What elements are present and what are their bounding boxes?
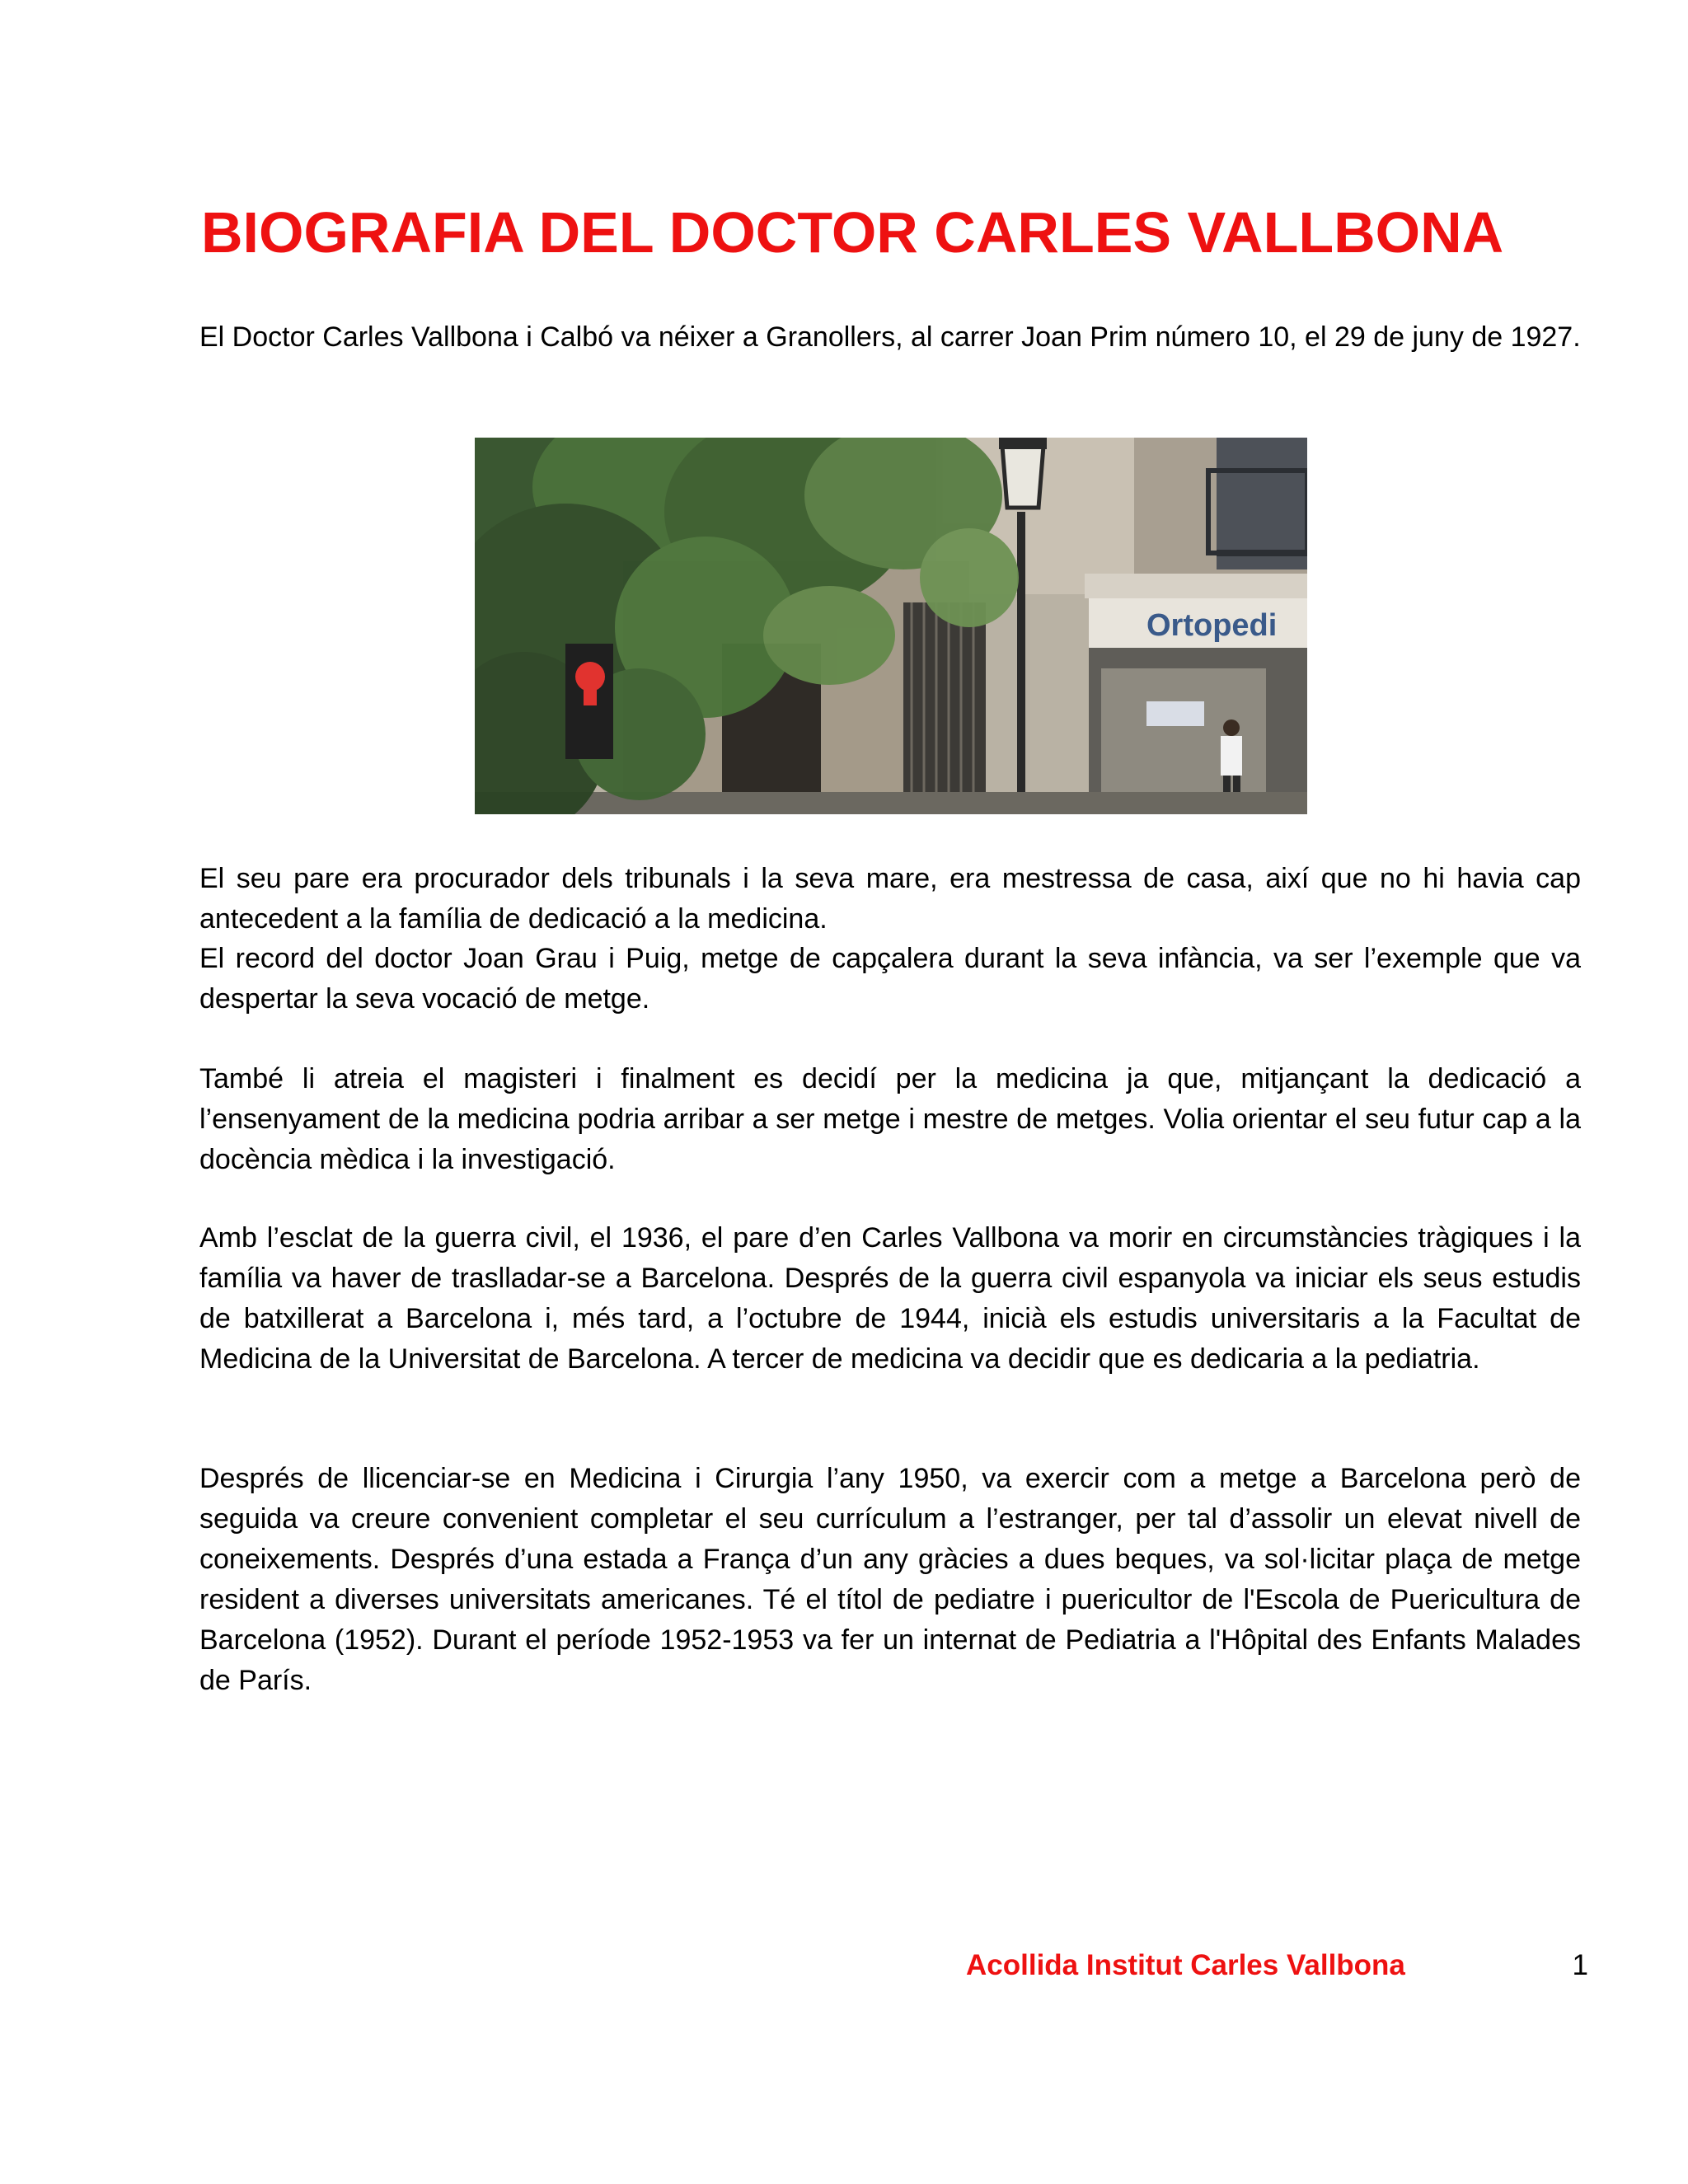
paragraph-civil-war: Amb l’esclat de la guerra civil, el 1936, el pare d’en Carles Vallbona va morir en circumstàncies tràgiques i la família va haver de traslladar-se a Barcelona. Després de la guerra civil espanyola va iniciar els seus estudis de batxillerat a Barcelona i, més tard, a l’octubre de 1944, inicià els estudis universitaris a la Facultat de Medicina de la Universitat de Barcelona. A tercer de medicina va decidir que es dedicaria a la pediatria. <box>199 1222 1581 1375</box>
paragraph-career: Després de llicenciar-se en Medicina i Cirurgia l’any 1950, va exercir com a metge a Barcelona però de seguida va creure convenient completar el seu currículum a l’estranger, per tal d’assolir un elevat nivell de coneixements. Després d’una estada a França d’un any gràcies a dues beques, va sol·licitar plaça de metge resident a diverses universitats americanes. Té el títol de pediatre i puericultor de l'Escola de Puericultura de Barcelona (1952). Durant el període 1952-1953 va fer un internat de Pediatria a l'Hôpital des Enfants Malades de París. <box>199 1463 1581 1696</box>
page-title: BIOGRAFIA DEL DOCTOR CARLES VALLBONA <box>201 200 1504 265</box>
street-photo-image <box>475 438 1307 814</box>
shop-sign <box>1146 608 1277 643</box>
paragraph-inspiration: El record del doctor Joan Grau i Puig, metge de capçalera durant la seva infància, va ser l’exemple que va despertar la seva vocació de metge. <box>199 943 1581 1015</box>
street-photo <box>475 438 1307 814</box>
paragraph-parents: El seu pare era procurador dels tribunals i la seva mare, era mestressa de casa, així que no hi havia cap antecedent a la família de dedicació a la medicina. <box>199 863 1581 935</box>
shop-sign-text: Ortopedi <box>1146 608 1278 643</box>
footer-label: Acollida Institut Carles Vallbona <box>966 1949 1405 1981</box>
page-number: 1 <box>1572 1949 1588 1981</box>
paragraph-birth: El Doctor Carles Vallbona i Calbó va néixer a Granollers, al carrer Joan Prim número 10, el 29 de juny de 1927. <box>199 321 1581 353</box>
paragraph-vocation: També li atreia el magisteri i finalment es decidí per la medicina ja que, mitjançant la dedicació a l’ensenyament de la medicina podria arribar a ser metge i mestre de metges. Volia orientar el seu futur cap a la docència mèdica i la investigació. <box>199 1063 1581 1175</box>
